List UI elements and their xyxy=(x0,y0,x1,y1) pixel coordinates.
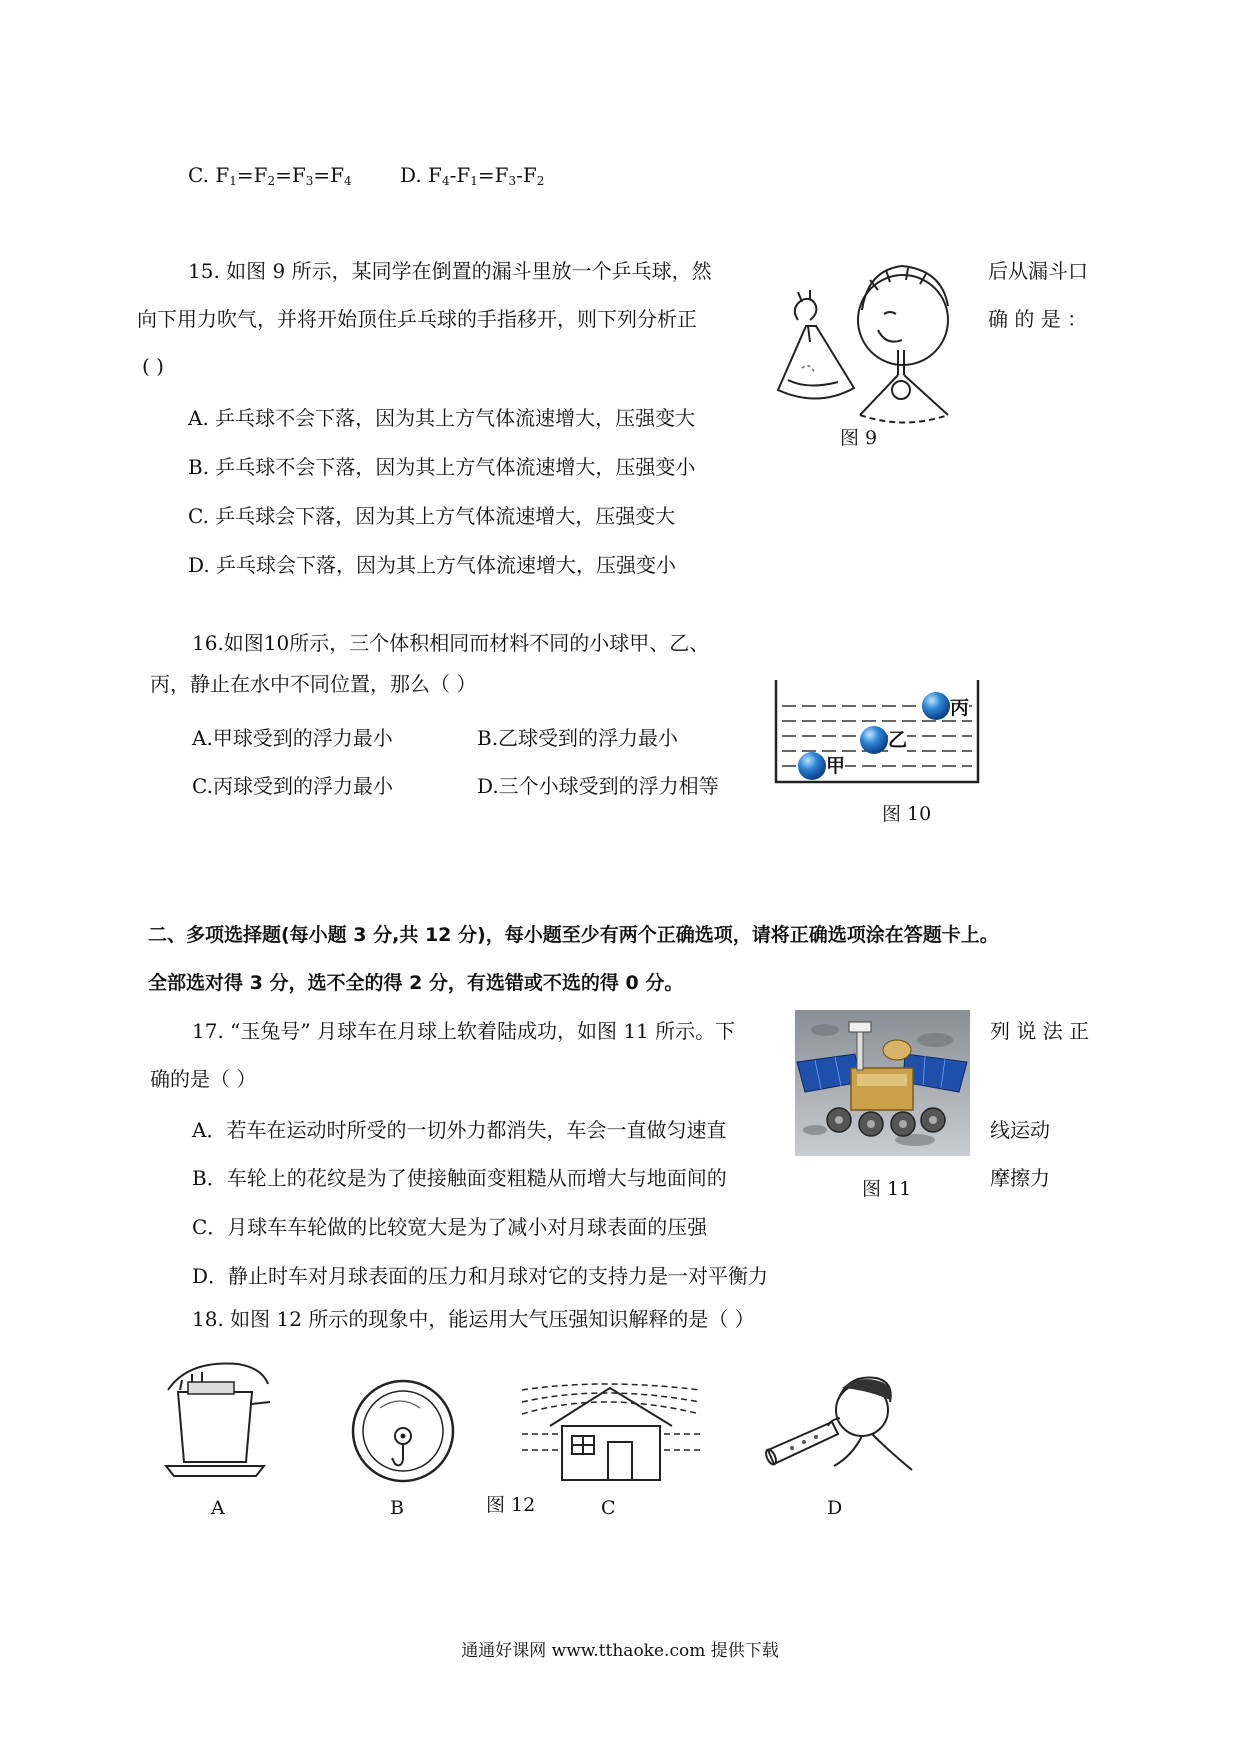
ball-label-yi: 乙 xyxy=(888,729,908,751)
q15-line1: 15. 如图 9 所示，某同学在倒置的漏斗里放一个乒乓球，然 xyxy=(188,259,712,283)
figure-12-label-d: D xyxy=(827,1497,843,1519)
figure-12-label-a: A xyxy=(211,1497,225,1519)
figure-12-label-c: C xyxy=(601,1497,616,1519)
q17-option-b: B．车轮上的花纹是为了使接触面变粗糙从而增大与地面间的 xyxy=(192,1166,727,1190)
ball-label-jia: 甲 xyxy=(826,755,846,777)
figure-12a-cup-and-card xyxy=(162,1352,274,1480)
q15-line2-right: 确 的 是 ： xyxy=(988,307,1088,331)
q15-option-b: B. 乒乓球不会下落，因为其上方气体流速增大，压强变小 xyxy=(188,455,696,479)
q17-option-a-right: 线运动 xyxy=(990,1118,1050,1142)
q15-option-a: A. 乒乓球不会下落，因为其上方气体流速增大，压强变大 xyxy=(188,406,696,430)
q17-option-c: C．月球车车轮做的比较宽大是为了减小对月球表面的压强 xyxy=(192,1215,708,1239)
q18-line1: 18. 如图 12 所示的现象中，能运用大气压强知识解释的是（ ） xyxy=(192,1307,755,1331)
q17-line2: 确的是（ ） xyxy=(150,1067,257,1091)
figure-12-caption: 图 12 xyxy=(486,1494,536,1516)
page-footer: 通通好课网 www.tthaoke.com 提供下载 xyxy=(461,1641,779,1661)
section-2-heading-line1: 二、多项选择题(每小题 3 分,共 12 分)，每小题至少有两个正确选项，请将正确选项涂在答题卡上。 xyxy=(148,924,999,946)
figure-12d-child-blowing-tube xyxy=(762,1370,924,1482)
figure-10-water-tank xyxy=(772,676,982,786)
q14-option-c: C. $F_1=F_2=F_3=F_4$ xyxy=(188,163,352,188)
figure-10-caption: 图 10 xyxy=(882,803,932,825)
section-2-heading-line2: 全部选对得 3 分，选不全的得 2 分，有选错或不选的得 0 分。 xyxy=(148,972,684,994)
q17-line1: 17. “玉兔号” 月球车在月球上软着陆成功，如图 11 所示。下 xyxy=(192,1019,736,1043)
q16-option-a: A.甲球受到的浮力最小 xyxy=(192,726,393,750)
q17-option-b-right: 摩擦力 xyxy=(990,1166,1050,1190)
ball-label-bing: 丙 xyxy=(950,697,970,719)
q16-line1: 16.如图10所示，三个体积相同而材料不同的小球甲、乙、 xyxy=(192,631,710,655)
q16-line2: 丙，静止在水中不同位置，那么（ ） xyxy=(150,672,477,696)
figure-12b-suction-hook xyxy=(350,1378,456,1484)
q14-option-d: D. $F_4-F_1=F_3-F_2$ xyxy=(400,163,545,188)
q15-line2: 向下用力吹气，并将开始顶住乒乓球的手指移开，则下列分析正 xyxy=(137,307,697,331)
q17-option-a: A．若车在运动时所受的一切外力都消失，车会一直做匀速直 xyxy=(192,1118,727,1142)
q16-option-c: C.丙球受到的浮力最小 xyxy=(192,774,393,798)
figure-11-caption: 图 11 xyxy=(862,1178,912,1200)
figure-9-funnel-illustration xyxy=(758,250,978,440)
q17-option-d: D．静止时车对月球表面的压力和月球对它的支持力是一对平衡力 xyxy=(192,1264,769,1288)
figure-11-lunar-rover-photo xyxy=(795,1010,970,1156)
q15-option-d: D. 乒乓球会下落，因为其上方气体流速增大，压强变小 xyxy=(188,553,677,577)
q15-line1-right: 后从漏斗口 xyxy=(988,259,1088,283)
q15-option-c: C. 乒乓球会下落，因为其上方气体流速增大，压强变大 xyxy=(188,504,676,528)
q16-option-d: D.三个小球受到的浮力相等 xyxy=(477,774,719,798)
figure-12-label-b: B xyxy=(390,1497,404,1519)
q17-line1-right: 列 说 法 正 xyxy=(990,1019,1090,1043)
q16-option-b: B.乙球受到的浮力最小 xyxy=(477,726,679,750)
q15-answer-bracket: ( ) xyxy=(142,354,164,378)
figure-12c-house-in-wind xyxy=(520,1380,702,1482)
figure-9-caption: 图 9 xyxy=(840,427,878,449)
